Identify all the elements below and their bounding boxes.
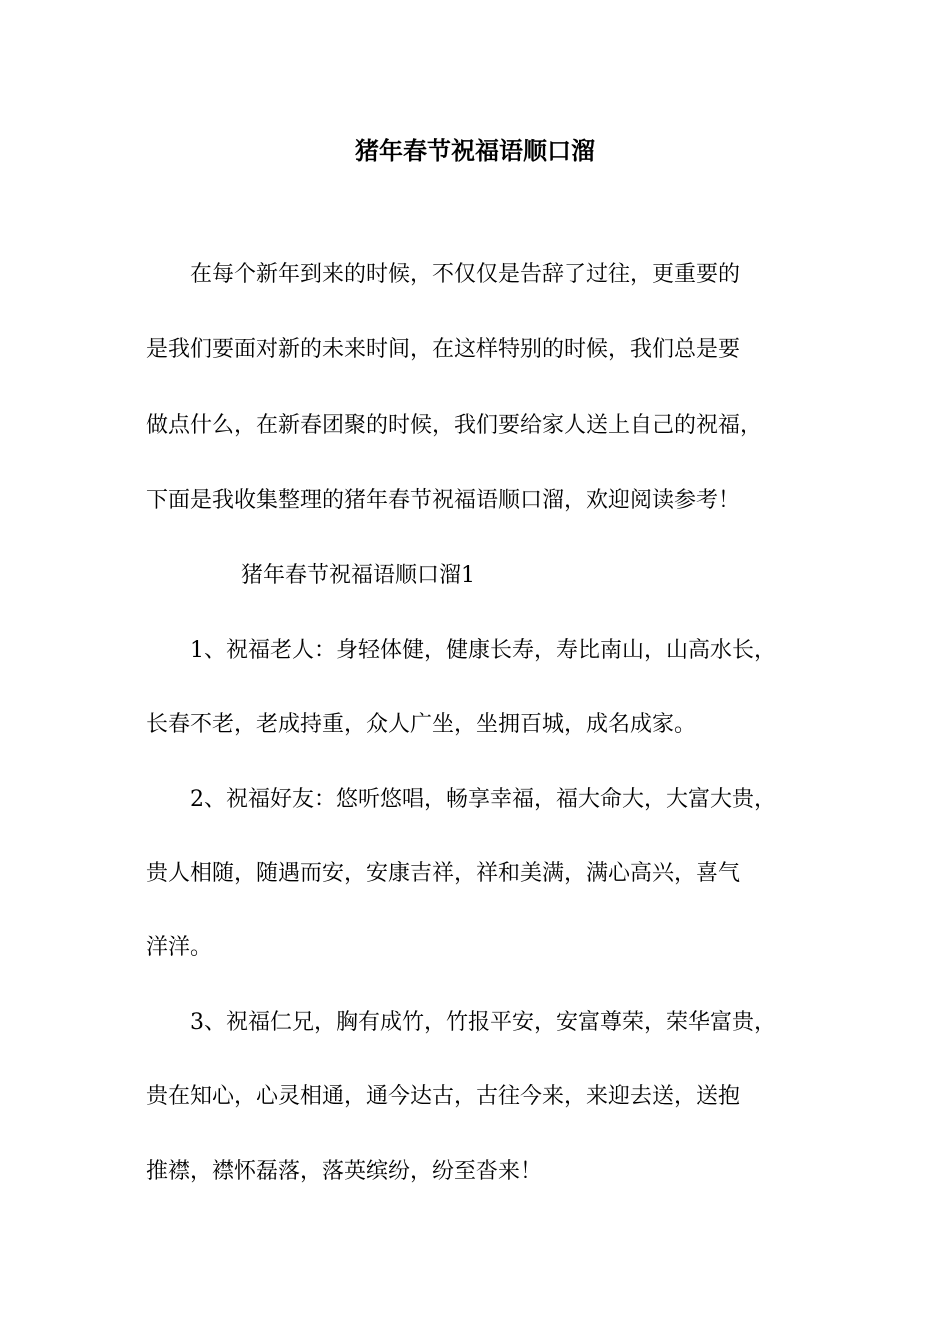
item-1-line-2: 长春不老，老成持重，众人广坐，坐拥百城，成名成家。 (146, 712, 697, 737)
item-2-line-1: 2、祝福好友：悠听悠唱，畅享幸福，福大命大，大富大贵， (190, 787, 776, 812)
item-2-line-2: 贵人相随，随遇而安，安康吉祥，祥和美满，满心高兴，喜气 (146, 861, 741, 886)
intro-line-3: 做点什么，在新春团聚的时候，我们要给家人送上自己的祝福， (146, 413, 763, 438)
item-3-line-1: 3、祝福仁兄，胸有成竹，竹报平安，安富尊荣，荣华富贵， (190, 1010, 776, 1035)
item-1-line-1: 1、祝福老人：身轻体健，健康长寿，寿比南山，山高水长， (190, 638, 776, 663)
page-title: 猪年春节祝福语顺口溜 (355, 136, 595, 165)
item-3-line-3: 推襟，襟怀磊落，落英缤纷，纷至沓来！ (146, 1159, 543, 1184)
section-heading: 猪年春节祝福语顺口溜1 (241, 563, 475, 588)
item-3-line-2: 贵在知心，心灵相通，通今达古，古往今来，来迎去送，送抱 (146, 1084, 741, 1109)
intro-line-2: 是我们要面对新的未来时间，在这样特别的时候，我们总是要 (146, 337, 741, 362)
intro-line-4: 下面是我收集整理的猪年春节祝福语顺口溜，欢迎阅读参考！ (146, 488, 741, 513)
item-2-line-3: 洋洋。 (146, 935, 213, 960)
intro-line-1: 在每个新年到来的时候，不仅仅是告辞了过往，更重要的 (190, 262, 741, 287)
